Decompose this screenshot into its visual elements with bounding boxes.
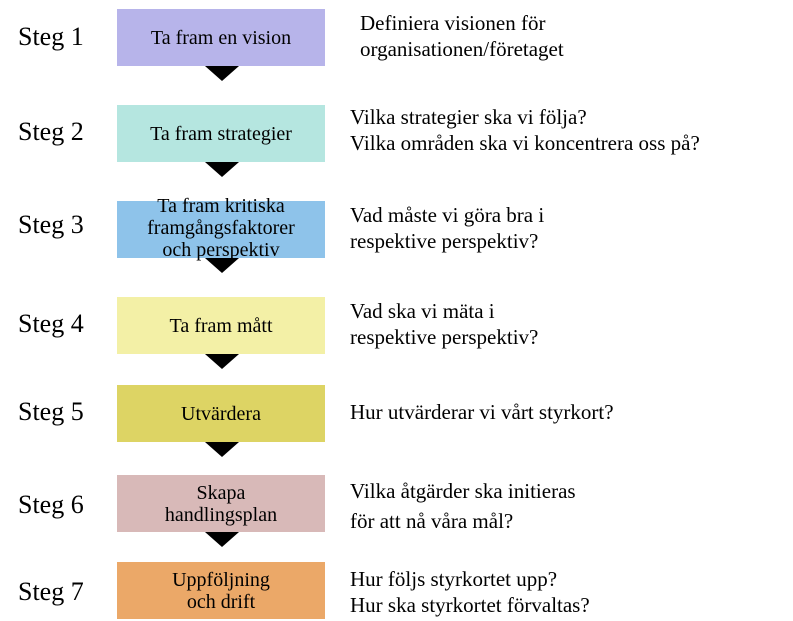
step-box-text: Utvärdera xyxy=(181,402,261,425)
down-arrow-icon xyxy=(205,442,239,457)
description-line: organisationen/företaget xyxy=(360,37,564,61)
step-box-text: och perspektiv xyxy=(162,239,280,261)
description-line: respektive perspektiv? xyxy=(350,325,539,349)
down-arrow-icon xyxy=(205,354,239,369)
description-line: Vilka åtgärder ska initieras xyxy=(350,479,576,503)
description-line: Hur ska styrkortet förvaltas? xyxy=(350,593,590,617)
step-box-action-plan xyxy=(117,475,325,532)
step-description xyxy=(350,476,576,536)
description-line: Vilka områden ska vi koncentrera oss på? xyxy=(350,131,700,155)
step-label: Steg 4 xyxy=(18,309,84,338)
description-line: Vad ska vi mäta i xyxy=(350,299,495,323)
step-description xyxy=(350,298,538,350)
description-line: Vilka strategier ska vi följa? xyxy=(350,105,587,129)
step-description xyxy=(350,566,590,618)
step-label: Steg 6 xyxy=(18,490,84,519)
step-label: Steg 2 xyxy=(18,117,84,146)
description-line: Vad måste vi göra bra i xyxy=(350,203,545,227)
step-box-text: Ta fram en vision xyxy=(150,26,292,49)
step-description xyxy=(350,202,544,254)
step-box-text: handlingsplan xyxy=(164,503,278,526)
description-line: Definiera visionen för xyxy=(360,11,546,35)
down-arrow-icon xyxy=(205,162,239,177)
down-arrow-icon xyxy=(205,532,239,547)
step-description xyxy=(350,104,700,156)
step-label: Steg 1 xyxy=(18,22,84,51)
step-label: Steg 3 xyxy=(18,210,84,239)
description-line: Hur följs styrkortet upp? xyxy=(350,567,558,591)
step-box-text: framgångsfaktorer xyxy=(147,217,295,239)
step-box-strategies xyxy=(117,105,325,162)
step-description xyxy=(360,10,564,62)
step-description xyxy=(350,399,614,425)
step-label: Steg 5 xyxy=(18,397,84,426)
step-box-follow-up xyxy=(117,562,325,619)
step-box-vision xyxy=(117,9,325,66)
step-box-evaluate xyxy=(117,385,325,442)
step-box-text: Skapa xyxy=(196,481,246,504)
description-line: för att nå våra mål? xyxy=(350,509,514,533)
down-arrow-icon xyxy=(205,66,239,81)
description-line: Hur utvärderar vi vårt styrkort? xyxy=(350,400,614,424)
step-box-text: Uppföljning xyxy=(172,568,270,591)
step-box-text: Ta fram strategier xyxy=(150,122,292,145)
step-box-measures xyxy=(117,297,325,354)
step-box-text: Ta fram mått xyxy=(169,314,273,337)
down-arrow-icon xyxy=(205,258,239,273)
description-line: respektive perspektiv? xyxy=(350,229,539,253)
step-box-critical-factors xyxy=(117,195,325,261)
step-label: Steg 7 xyxy=(18,577,84,606)
step-box-text: Ta fram kritiska xyxy=(157,195,285,217)
step-box-text: och drift xyxy=(186,590,256,613)
